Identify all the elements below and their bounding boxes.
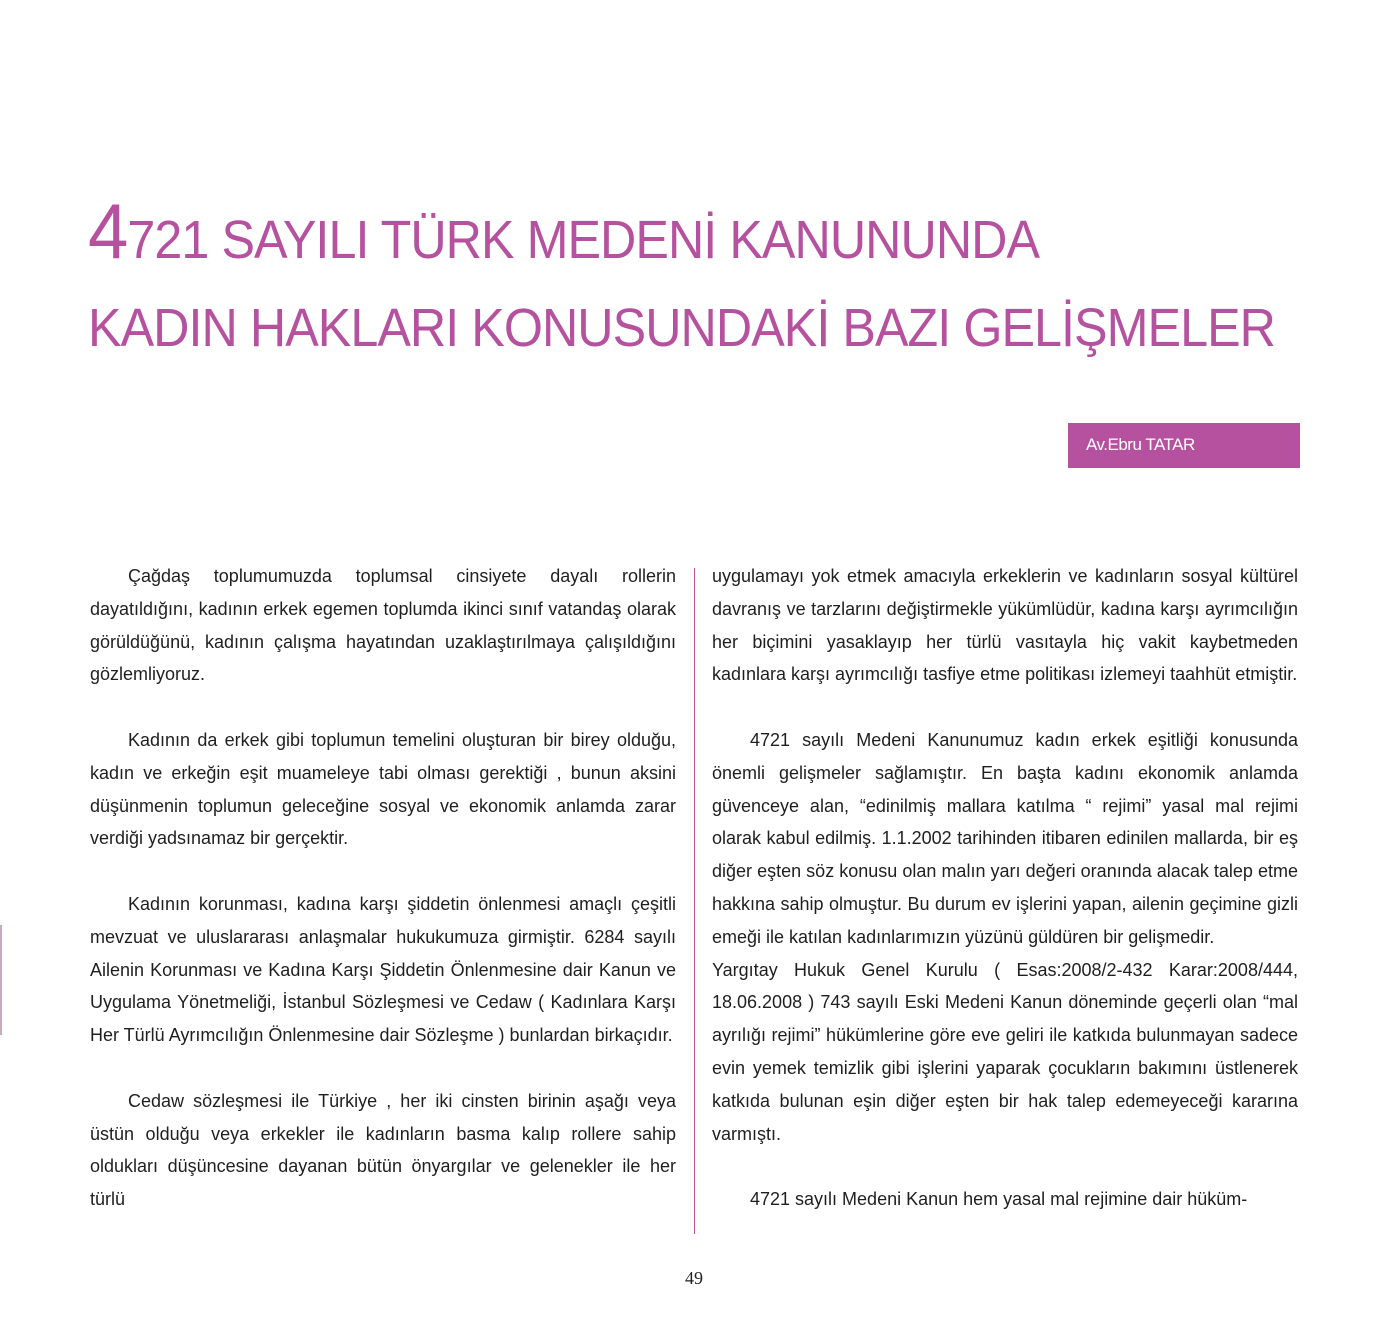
page-edge-mark [0,925,2,1035]
paragraph: Çağdaş toplumumuzda toplumsal cinsiyete dayalı rollerin dayatıldığını, kadının erkek egemen toplumda ikinci sınıf vatandaş olarak görüldüğünü, kadının çalışma hayatından uzaklaştırılmaya çalışıldığını gözlemliyoruz. [90,566,676,685]
page-number: 49 [685,1268,703,1288]
paragraph: Yargıtay Hukuk Genel Kurulu ( Esas:2008/2-432 Karar:2008/444, 18.06.2008 ) 743 sayılı Eski Medeni Kanun döneminde geçerli olan “mal ayrılığı rejimi” hükümlerine göre eve geliri ile katkıda bulunmayan sadece evin yemek temizlik gibi işlerini yaparak çocukların bakımını üstlenerek katkıda bulunan eşin diğer eşten bir hak talep edemeyeceği kararına varmıştı. [712,959,1298,1144]
title-line-1 [88,187,1241,284]
column-divider [694,568,695,1234]
article-title [88,187,1275,372]
paragraph: Kadının da erkek gibi toplumun temelini oluşturan bir birey olduğu, kadın ve erkeğin eşit muameleye tabi olması gerektiği , bunun aksini düşünmenin toplumun geleceğine sosyal ve ekonomik anlamda zarar verdiği yadsınamaz bir gerçektir. [90,729,676,849]
left-column [90,560,676,1216]
paragraph: 4721 sayılı Medeni Kanun hem yasal mal rejimine dair hüküm- [750,1189,1248,1210]
title-line-1-text: 721 SAYILI TÜRK MEDENİ KANUNUNDA [127,210,1040,270]
author-name: Av.Ebru TATAR [1086,435,1195,454]
title-initial: 4 [88,187,128,275]
title-line-2: KADIN HAKLARI KONUSUNDAKİ BAZI GELİŞMELER [88,298,1275,358]
paragraph: uygulamayı yok etmek amacıyla erkeklerin ve kadınların sosyal kültürel davranış ve tarzlarını değiştirmekle yükümlüdür, kadına karşı ayrımcılığın her biçimini yasaklayıp her türlü vasıtayla hiç vakit kaybetmeden kadınlara karşı ayrımcılığı tasfiye etme politikası izlemeyi taahhüt etmiştir. [712,566,1298,685]
right-column [712,560,1298,1216]
paragraph: Kadının korunması, kadına karşı şiddetin önlenmesi amaçlı çeşitli mevzuat ve uluslararası anlaşmalar hukukumuza girmiştir. 6284 sayılı Ailenin Korunması ve Kadına Karşı Şiddetin Önlenmesine dair Kanun ve Uygulama Yönetmeliği, İstanbul Sözleşmesi ve Cedaw ( Kadınlara Karşı Her Türlü Ayrımcılığın Önlenmesine dair Sözleşme ) bunlardan birkaçıdır. [90,893,676,1046]
paragraph: 4721 sayılı Medeni Kanunumuz kadın erkek eşitliği konusunda önemli gelişmeler sağlamıştır. En başta kadını ekonomik anlamda güvenceye alan, “edinilmiş mallara katılma “ rejimi” yasal mal rejimi olarak kabul edilmiş. 1.1.2002 tarihinden itibaren edinilen mallarda, bir eş diğer eşten söz konusu olan malın yarı değeri oranında alacak talep etme hakkına sahip olmuştur. Bu durum ev işlerini yapan, ailenin geçimine gizli emeği ile katılan kadınlarımızın yüzünü güldüren bir gelişmedir. [712,729,1298,947]
paragraph: Cedaw sözleşmesi ile Türkiye , her iki cinsten birinin aşağı veya üstün olduğu veya erkekler ile kadınların basma kalıp rollere sahip oldukları düşüncesine dayanan bütün önyargılar ve gelenekler ile her türlü [90,1090,676,1210]
author-banner [1068,423,1300,468]
